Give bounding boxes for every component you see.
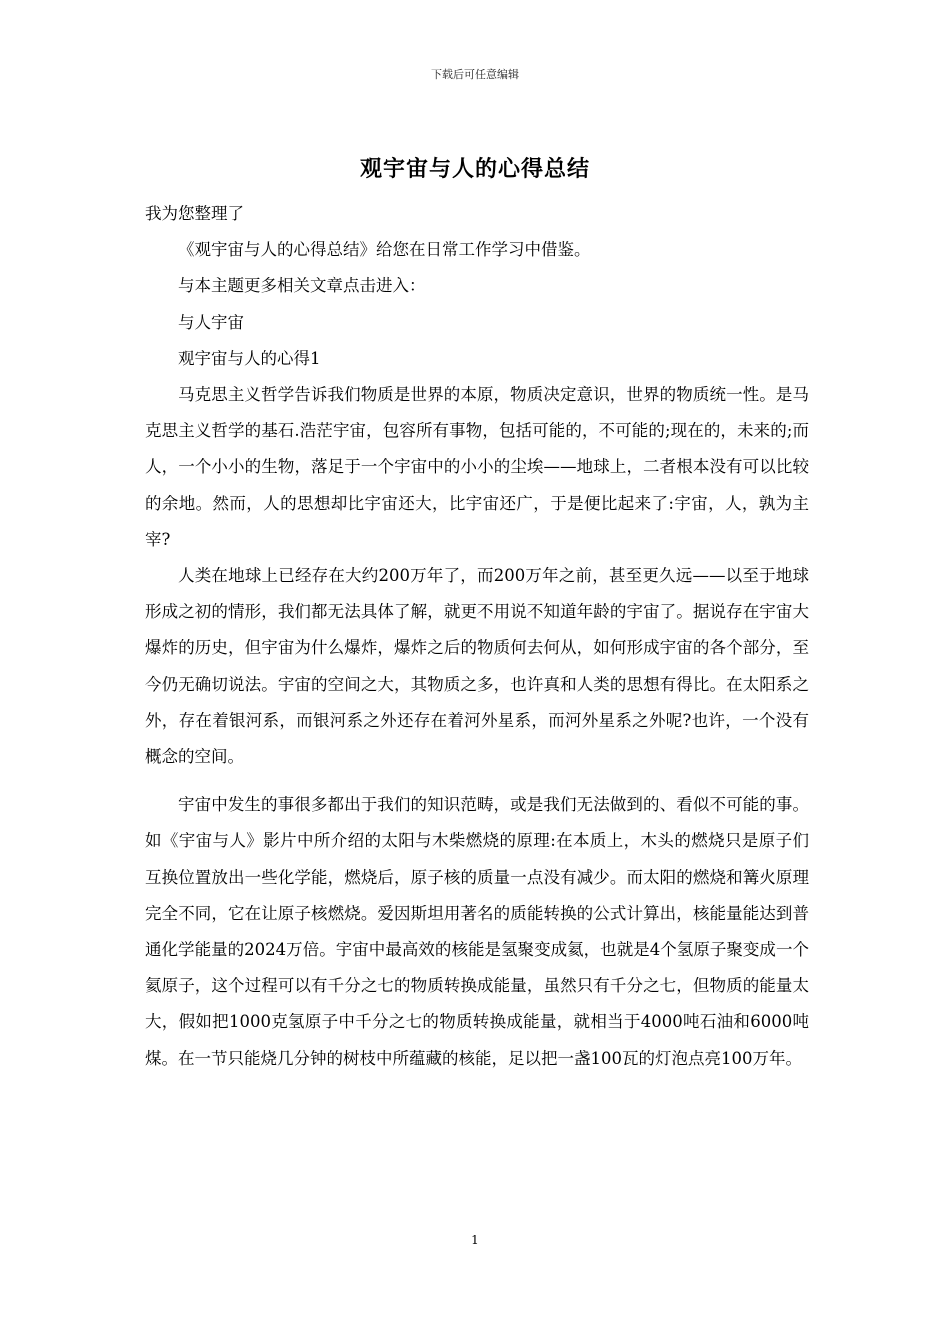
related-article-link[interactable]: 与人宇宙 [178,312,244,332]
related-articles-prompt: 与本主题更多相关文章点击进入： [178,276,426,296]
body-paragraph: 人类在地球上已经存在大约200万年了，而200万年之前，甚至更久远——以至于地球形成之初的情形，我们都无法具体了解，就更不用说不知道年龄的宇宙了。据说存在宇宙大爆炸的历史，但宇宙为什么爆炸，爆炸之后的物质何去何从，如何形成宇宙的各个部分，至今仍无确切说法。宇宙的空间之大，其物质之多，也许真和人类的思想有得比。在太阳系之外，存在着银河系，而银河系之外还存在着河外星系，而河外星系之外呢?也许，一个没有概念的空间。 [145,566,809,767]
page-number: 1 [471,1233,479,1247]
body-paragraph: 马克思主义哲学告诉我们物质是世界的本原，物质决定意识，世界的物质统一性。是马克思主义哲学的基石.浩茫宇宙，包容所有事物，包括可能的，不可能的;现在的，未来的;而人，一个小小的生物，落足于一个宇宙中的小小的尘埃——地球上，二者根本没有可以比较的余地。然而，人的思想却比宇宙还大，比宇宙还广，于是便比起来了:宇宙，人，孰为主宰? [145,385,809,549]
intro-line: 我为您整理了 [145,204,244,223]
page-header: 下载后可任意编辑 [431,68,519,81]
document-body [145,196,809,1077]
document-title: 观宇宙与人的心得总结 [359,156,590,182]
body-paragraph: 宇宙中发生的事很多都出于我们的知识范畴，或是我们无法做到的、看似不可能的事。如《宇宙与人》影片中所介绍的太阳与木柴燃烧的原理:在本质上，木头的燃烧只是原子们互换位置放出一些化学能，燃烧后，原子核的质量一点没有减少。而太阳的燃烧和篝火原理完全不同，它在让原子核燃烧。爱因斯坦用著名的质能转换的公式计算出，核能量能达到普通化学能量的2024万倍。宇宙中最高效的核能是氢聚变成氦，也就是4个氢原子聚变成一个氦原子，这个过程可以有千分之七的物质转换成能量，虽然只有千分之七，但物质的能量太大，假如把1000克氢原子中千分之七的物质转换成能量，就相当于4000吨石油和6000吨煤。在一节只能烧几分钟的树枝中所蕴藏的核能，足以把一盏100瓦的灯泡点亮100万年。 [145,795,809,1068]
intro-reference: 《观宇宙与人的心得总结》给您在日常工作学习中借鉴。 [178,240,591,260]
section-heading: 观宇宙与人的心得1 [178,348,321,368]
